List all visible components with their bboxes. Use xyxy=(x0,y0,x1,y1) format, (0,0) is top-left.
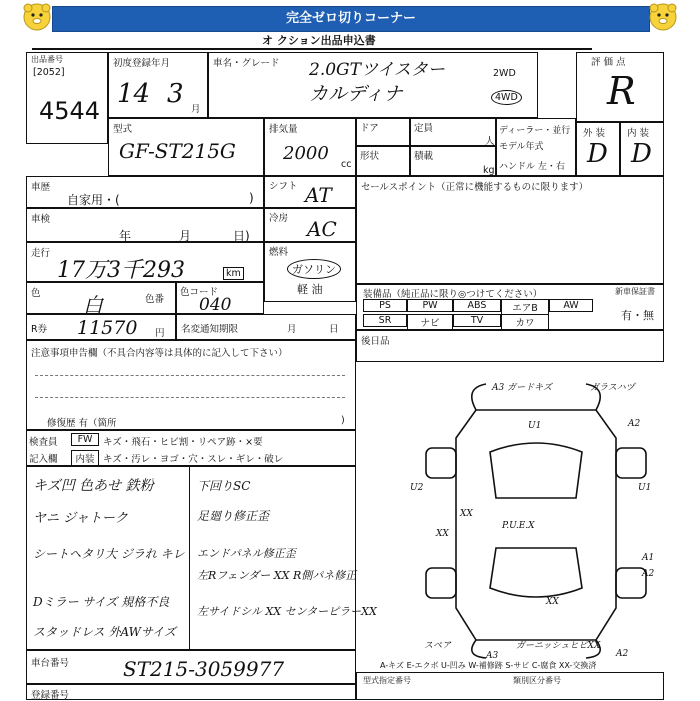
inspector-fw: FW xyxy=(71,433,99,446)
interior-cell xyxy=(620,122,664,176)
fuel-cell xyxy=(264,242,356,302)
remark-left-4: Dミラー サイズ 規格不良 xyxy=(33,595,170,609)
history-label: 車歴 xyxy=(31,182,51,193)
fuel-gas: ガソリン xyxy=(287,259,341,279)
remarks-cell xyxy=(26,466,377,650)
equipment-label: 装備品（純正品に限り◎つけてください） xyxy=(363,289,543,300)
shaken-day: 日) xyxy=(233,229,250,243)
rating-label: 評 価 点 xyxy=(591,57,626,68)
first-reg-month-unit: 月 xyxy=(191,104,201,115)
first-reg-label: 初度登録年月 xyxy=(113,58,171,69)
diagram-label-5: U2 xyxy=(410,483,424,493)
color-value: 白 xyxy=(83,293,103,317)
rear-seat-label: 後日品 xyxy=(361,336,390,347)
bear-mascot-icon xyxy=(22,2,52,32)
color-no-label: 色番 xyxy=(145,294,165,305)
chassis-label: 車台番号 xyxy=(31,658,70,669)
remark-right-3: エンドパネル修正歪 xyxy=(197,547,296,560)
chassis-cell xyxy=(26,650,356,684)
repair-history-close: ) xyxy=(341,415,345,426)
new-car-cert-label: 新車保証書 xyxy=(615,287,655,296)
name-change-day: 日 xyxy=(329,324,339,335)
displacement-cell xyxy=(264,118,356,176)
shaken-month: 月 xyxy=(179,229,192,243)
car-diagram xyxy=(406,378,664,660)
class-number-label: 類別区分番号 xyxy=(513,676,561,685)
equip-airbag: エアB xyxy=(501,299,549,315)
rating-value: R xyxy=(607,69,636,113)
history-value: 自家用・( xyxy=(67,193,120,207)
remark-right-5: 左サイドシル XX センターピラーXX xyxy=(197,605,377,618)
load-unit: kg xyxy=(483,165,495,176)
sheet-header xyxy=(32,36,592,50)
history-close: ) xyxy=(249,191,254,205)
rear-seat-cell xyxy=(356,330,664,362)
exterior-value: D xyxy=(587,139,608,169)
capacity-label: 定員 xyxy=(414,123,434,134)
sales-point-cell xyxy=(356,176,664,284)
shape-cell xyxy=(356,146,410,176)
mileage-value: 17万3千293 xyxy=(57,258,185,283)
diagram-label-3: U1 xyxy=(528,421,542,431)
color-cell xyxy=(26,282,176,317)
remark-left-2: ヤニ ジャトーク xyxy=(33,511,128,526)
ac-value: AC xyxy=(307,217,337,241)
shift-label: シフト xyxy=(269,181,298,192)
equip-tv: TV xyxy=(453,314,501,327)
diagram-label-4: A2 xyxy=(628,419,641,429)
remark-right-1: 下回りSC xyxy=(197,479,251,493)
sheet-header-title: オ クション出品申込書 xyxy=(262,34,376,47)
banner-title: 完全ゼロ切りコーナー xyxy=(52,6,650,32)
rating-cell xyxy=(576,52,664,122)
name-change-month: 月 xyxy=(287,324,297,335)
name-grade-cell xyxy=(208,52,538,118)
diagram-label-10: XX xyxy=(546,597,559,607)
diagram-label-6: U1 xyxy=(638,483,652,493)
notes-line xyxy=(35,397,345,398)
banner xyxy=(0,0,700,36)
dealer-cell xyxy=(496,118,576,176)
load-cell xyxy=(410,146,496,176)
wheel-fl xyxy=(426,448,456,478)
shaken-cell xyxy=(26,208,264,242)
equip-abs: ABS xyxy=(453,299,501,312)
name-grade-label: 車名・グレード xyxy=(213,58,280,69)
type-number-label: 型式指定番号 xyxy=(363,676,411,685)
mileage-label: 走行 xyxy=(31,248,51,259)
shift-cell xyxy=(264,176,356,208)
model-label: 型式 xyxy=(113,124,133,135)
color-code-cell xyxy=(176,282,264,314)
remark-left-3: シートヘタリ大 ジラれ キレ xyxy=(33,547,185,561)
equip-ps: PS xyxy=(363,299,407,312)
registration-cell xyxy=(26,684,356,700)
shift-value: AT xyxy=(305,183,332,207)
diagram-label-15: A2 xyxy=(616,649,629,659)
fuel-label: 燃料 xyxy=(269,247,289,258)
exterior-cell xyxy=(576,122,620,176)
notes-cell xyxy=(26,340,356,430)
new-car-cert-value: 有・無 xyxy=(621,309,654,322)
dealer-model-year: モデル年式 xyxy=(499,142,544,152)
color-label: 色 xyxy=(31,288,41,299)
lot-code: [2052] xyxy=(33,67,65,78)
history-cell xyxy=(26,176,264,208)
first-reg-year: 14 xyxy=(117,79,151,109)
fuel-diesel: 軽 油 xyxy=(297,283,323,296)
diagram-legend: A-キズ E-エクボ U-凹み W-補修跡 S-サビ C-腐食 XX-交換済 xyxy=(380,661,597,670)
doors-label: ドア xyxy=(360,123,379,134)
windshield xyxy=(490,443,582,498)
equip-leather: カワ xyxy=(501,314,549,330)
load-label: 積載 xyxy=(414,151,434,162)
remarks-divider xyxy=(189,467,190,651)
interior-value: D xyxy=(631,139,652,169)
recycle-value: 11570 xyxy=(77,317,138,339)
remark-left-1: キズ凹 色あせ 鉄粉 xyxy=(33,478,154,494)
diagram-label-8: XX xyxy=(460,509,473,519)
diagram-label-7: P.U.E.X xyxy=(502,521,535,531)
dealer-label: ディーラー・並行 xyxy=(499,126,571,136)
lot-label: 出品番号 xyxy=(31,55,63,64)
wheel-rl xyxy=(426,568,456,598)
displacement-label: 排気量 xyxy=(269,124,298,135)
recycle-label: R券 xyxy=(31,324,48,335)
diagram-label-9: XX xyxy=(436,529,449,539)
wheel-fr xyxy=(616,448,646,478)
mileage-cell xyxy=(26,242,264,282)
displacement-unit: cc xyxy=(341,159,352,170)
shape-label: 形状 xyxy=(360,151,380,162)
inspector-cell xyxy=(26,430,356,466)
repair-history: 修復歴 有（箇所 xyxy=(47,418,117,429)
diagram-label-13: スペア xyxy=(424,641,452,651)
capacity-unit: 人 xyxy=(485,136,495,147)
drive-4wd: 4WD xyxy=(491,90,522,105)
type-number-cell xyxy=(356,672,664,700)
diagram-label-11: A1 xyxy=(642,553,655,563)
remark-right-2: 足廻り修正歪 xyxy=(197,509,270,523)
lot-number: 4544 xyxy=(39,97,101,125)
mileage-unit: km xyxy=(223,267,244,280)
equip-sr: SR xyxy=(363,314,407,327)
diagram-label-14: A3 xyxy=(486,651,499,660)
shaken-label: 車検 xyxy=(31,214,51,225)
remark-left-5: スタッドレス 外AWサイズ xyxy=(33,625,177,639)
recycle-unit: 円 xyxy=(155,328,165,339)
equip-aw: AW xyxy=(549,299,593,312)
diagram-label-12: A2 xyxy=(642,569,655,579)
notes-label: 注意事項申告欄（不具合内容等は具体的に記入して下さい） xyxy=(31,348,288,359)
diagram-label-1: A3 ガードキズ xyxy=(492,383,552,393)
name-grade-line2: カルディナ xyxy=(309,83,403,105)
ac-label: 冷房 xyxy=(269,213,289,224)
model-cell xyxy=(108,118,264,176)
inspector-fw-text: キズ・飛石・ヒビ割・リペア跡・×要 xyxy=(103,437,263,448)
inspector-label-1: 検査員 xyxy=(29,437,58,448)
name-grade-line1: 2.0GTツイスター xyxy=(309,60,445,80)
notes-line xyxy=(35,375,345,376)
color-code-label: 色コード xyxy=(180,287,219,298)
diagram-label-2: ガラスハヅ xyxy=(590,383,635,393)
chassis-value: ST215-3059977 xyxy=(123,657,285,681)
exterior-label: 外 装 xyxy=(583,128,606,139)
remark-right-4: 左Rフェンダー XX R側パネ修正 xyxy=(197,569,357,582)
bear-mascot-icon xyxy=(648,2,678,32)
sales-point-label: セールスポイント（正常に機能するものに限ります） xyxy=(361,182,589,193)
equip-pw: PW xyxy=(407,299,453,312)
model-value: GF-ST215G xyxy=(119,139,236,163)
diagram-label-16: ガーニッシュヒビXX xyxy=(516,641,601,651)
first-registration-cell xyxy=(108,52,208,118)
ac-cell xyxy=(264,208,356,242)
displacement-value: 2000 xyxy=(283,143,329,164)
dealer-handle: ハンドル 左・右 xyxy=(499,162,565,172)
car-body-outline xyxy=(456,410,616,640)
inspector-label-2: 記入欄 xyxy=(29,454,58,465)
inspector-inner: 内装 xyxy=(71,450,99,466)
equip-navi: ナビ xyxy=(407,314,453,330)
interior-label: 内 装 xyxy=(627,128,650,139)
first-reg-month: 3 xyxy=(167,79,184,109)
auction-sheet xyxy=(26,36,666,700)
recycle-cell xyxy=(26,314,176,340)
name-change-label: 名変通知期限 xyxy=(181,324,239,335)
rear-window xyxy=(490,548,582,597)
shaken-year: 年 xyxy=(119,229,132,243)
lot-cell xyxy=(26,52,108,144)
name-change-cell xyxy=(176,314,356,340)
equipment-cell xyxy=(356,284,664,330)
drive-2wd: 2WD xyxy=(493,68,516,79)
doors-cell xyxy=(356,118,410,146)
capacity-cell xyxy=(410,118,496,146)
inspector-inner-text: キズ・汚レ・ヨゴ・穴・スレ・ギレ・破レ xyxy=(103,454,284,465)
color-code-value: 040 xyxy=(199,295,232,315)
registration-label: 登録番号 xyxy=(31,690,70,701)
